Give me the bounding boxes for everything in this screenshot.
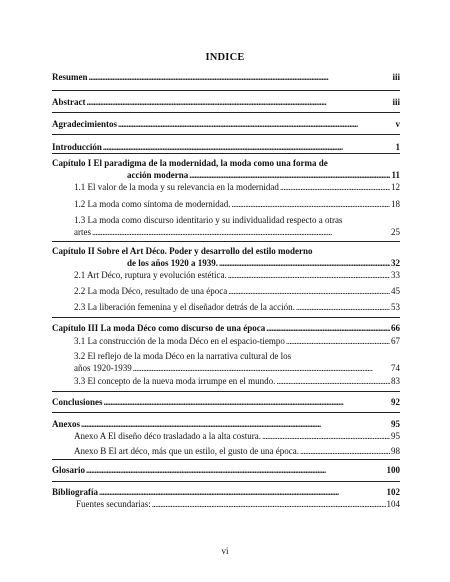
toc-label: Conclusiones (52, 397, 103, 407)
toc-entry-bibliografia[interactable] (52, 487, 400, 498)
toc-entry-anexo-b[interactable] (74, 446, 400, 457)
dot-leader (152, 499, 386, 510)
toc-entry-anexo-a[interactable] (74, 431, 400, 442)
toc-entry-abstract[interactable] (52, 97, 400, 108)
toc-label: Resumen (52, 72, 88, 82)
toc-label: 2.2 La moda Déco, resultado de una época (74, 286, 228, 296)
dot-leader (276, 376, 390, 387)
section-divider (52, 459, 400, 460)
dot-leader (228, 286, 390, 297)
toc-page: iii (392, 97, 400, 107)
dot-leader (118, 119, 395, 130)
section-divider (52, 112, 400, 113)
toc-page: 11 (391, 170, 400, 180)
dot-leader (228, 270, 390, 281)
section-divider (52, 153, 400, 154)
dot-leader (266, 323, 390, 334)
toc-entry-agradecimientos[interactable] (52, 119, 400, 130)
dot-leader (296, 302, 390, 313)
toc-entry-2-2[interactable] (74, 286, 400, 297)
toc-page: 1 (395, 142, 400, 152)
toc-page: 32 (391, 258, 400, 268)
toc-label: Agradecimientos (52, 119, 117, 129)
dot-leader (103, 142, 395, 153)
toc-chapter-1-title[interactable]: Capítulo I El paradigma de la modernidad, la moda como una forma de (52, 158, 328, 168)
dot-leader (89, 72, 392, 83)
toc-label: 2.3 La liberación femenina y el diseñador detrás de la acción. (74, 302, 295, 312)
toc-label: 2.1 Art Déco, ruptura y evolución estética. (74, 270, 227, 280)
toc-page: 33 (391, 270, 400, 280)
dot-leader (219, 258, 390, 269)
dot-leader (286, 336, 390, 347)
toc-page: iii (392, 72, 400, 82)
toc-page: 102 (386, 487, 400, 497)
toc-label: 1.2 La moda como síntoma de modernidad. (74, 199, 231, 209)
toc-label: Fuentes secundarias: (76, 499, 151, 509)
section-divider (52, 241, 400, 242)
toc-page: 104 (386, 499, 400, 509)
dot-leader (81, 419, 390, 430)
toc-label: de los años 1920 a 1939. (127, 258, 219, 268)
toc-label: Introducción (52, 142, 102, 152)
toc-entry-3-3[interactable] (74, 376, 400, 387)
toc-page: 98 (391, 446, 400, 456)
toc-entry-chapter-2[interactable] (52, 258, 400, 269)
toc-label: 1.1 El valor de la moda y su relevancia en la modernidad (74, 182, 279, 192)
toc-entry-2-3[interactable] (74, 302, 400, 313)
toc-entry-1-3-title[interactable]: 1.3 La moda como discurso identitario y su individualidad respecto a otras (74, 215, 343, 225)
section-divider (52, 412, 400, 413)
toc-page: 45 (391, 286, 400, 296)
toc-page: 92 (391, 397, 400, 407)
section-divider (52, 481, 400, 482)
dot-leader (92, 227, 390, 238)
toc-entry-introduccion[interactable] (52, 142, 400, 153)
toc-chapter-2-title[interactable]: Capítulo II Sobre el Art Déco. Poder y desarrollo del estilo moderno (52, 246, 313, 256)
dot-leader (104, 397, 390, 408)
toc-label: 3.3 El concepto de la nueva moda irrumpe en el mundo. (74, 376, 276, 386)
section-divider (52, 391, 400, 392)
toc-entry-chapter-3[interactable] (52, 323, 400, 334)
toc-entry-fuentes-secundarias[interactable] (76, 499, 400, 510)
toc-entry-1-1[interactable] (74, 182, 400, 193)
page-number: vi (221, 546, 229, 556)
dot-leader (133, 363, 390, 374)
toc-label: Glosario (52, 465, 85, 475)
toc-entry-1-3[interactable] (74, 227, 400, 238)
toc-label: Abstract (52, 97, 86, 107)
toc-entry-1-2[interactable] (74, 199, 400, 210)
section-divider (52, 90, 400, 91)
toc-page: 12 (391, 182, 400, 192)
toc-label: años 1920-1939 (74, 363, 132, 373)
toc-entry-3-2[interactable] (74, 363, 400, 374)
toc-label: Bibliografía (52, 487, 99, 497)
toc-page: v (395, 119, 400, 129)
toc-entry-glosario[interactable] (52, 465, 400, 476)
toc-entry-3-1[interactable] (74, 336, 400, 347)
toc-page: 18 (391, 199, 400, 209)
page-title: INDICE (205, 52, 245, 63)
toc-entry-resumen[interactable] (52, 72, 400, 83)
toc-entry-chapter-1[interactable] (52, 170, 400, 181)
dot-leader (87, 97, 392, 108)
toc-label: Capítulo III La moda Déco como discurso de una época (52, 323, 266, 333)
dot-leader (231, 199, 390, 210)
dot-leader (189, 170, 390, 181)
toc-entry-3-2-title[interactable]: 3.2 El reflejo de la moda Déco en la narrativa cultural de los (74, 351, 292, 361)
toc-page: 95 (391, 431, 400, 441)
section-divider (52, 317, 400, 318)
toc-label: Anexo B El art déco, más que un estilo, el gusto de una época. (74, 446, 299, 456)
toc-page: 53 (391, 302, 400, 312)
dot-leader (262, 431, 390, 442)
toc-label: Anexos (52, 419, 81, 429)
dot-leader (300, 446, 390, 457)
toc-page: 66 (391, 323, 400, 333)
toc-page: 25 (391, 227, 400, 237)
toc-label: artes (74, 227, 91, 237)
dot-leader (86, 465, 386, 476)
toc-label: 3.1 La construcción de la moda Déco en el espacio-tiempo (74, 336, 285, 346)
toc-entry-anexos[interactable] (52, 419, 400, 430)
dot-leader (280, 182, 390, 193)
toc-page: 83 (391, 376, 400, 386)
toc-label: acción moderna (127, 170, 189, 180)
dot-leader (99, 487, 385, 498)
toc-page: 67 (391, 336, 400, 346)
toc-page: 95 (391, 419, 400, 429)
toc-page: 74 (391, 363, 400, 373)
toc-entry-2-1[interactable] (74, 270, 400, 281)
section-divider (52, 134, 400, 135)
toc-label: Anexo A El diseño déco trasladado a la alta costura. (74, 431, 261, 441)
toc-page: 100 (386, 465, 400, 475)
toc-entry-conclusiones[interactable] (52, 397, 400, 408)
